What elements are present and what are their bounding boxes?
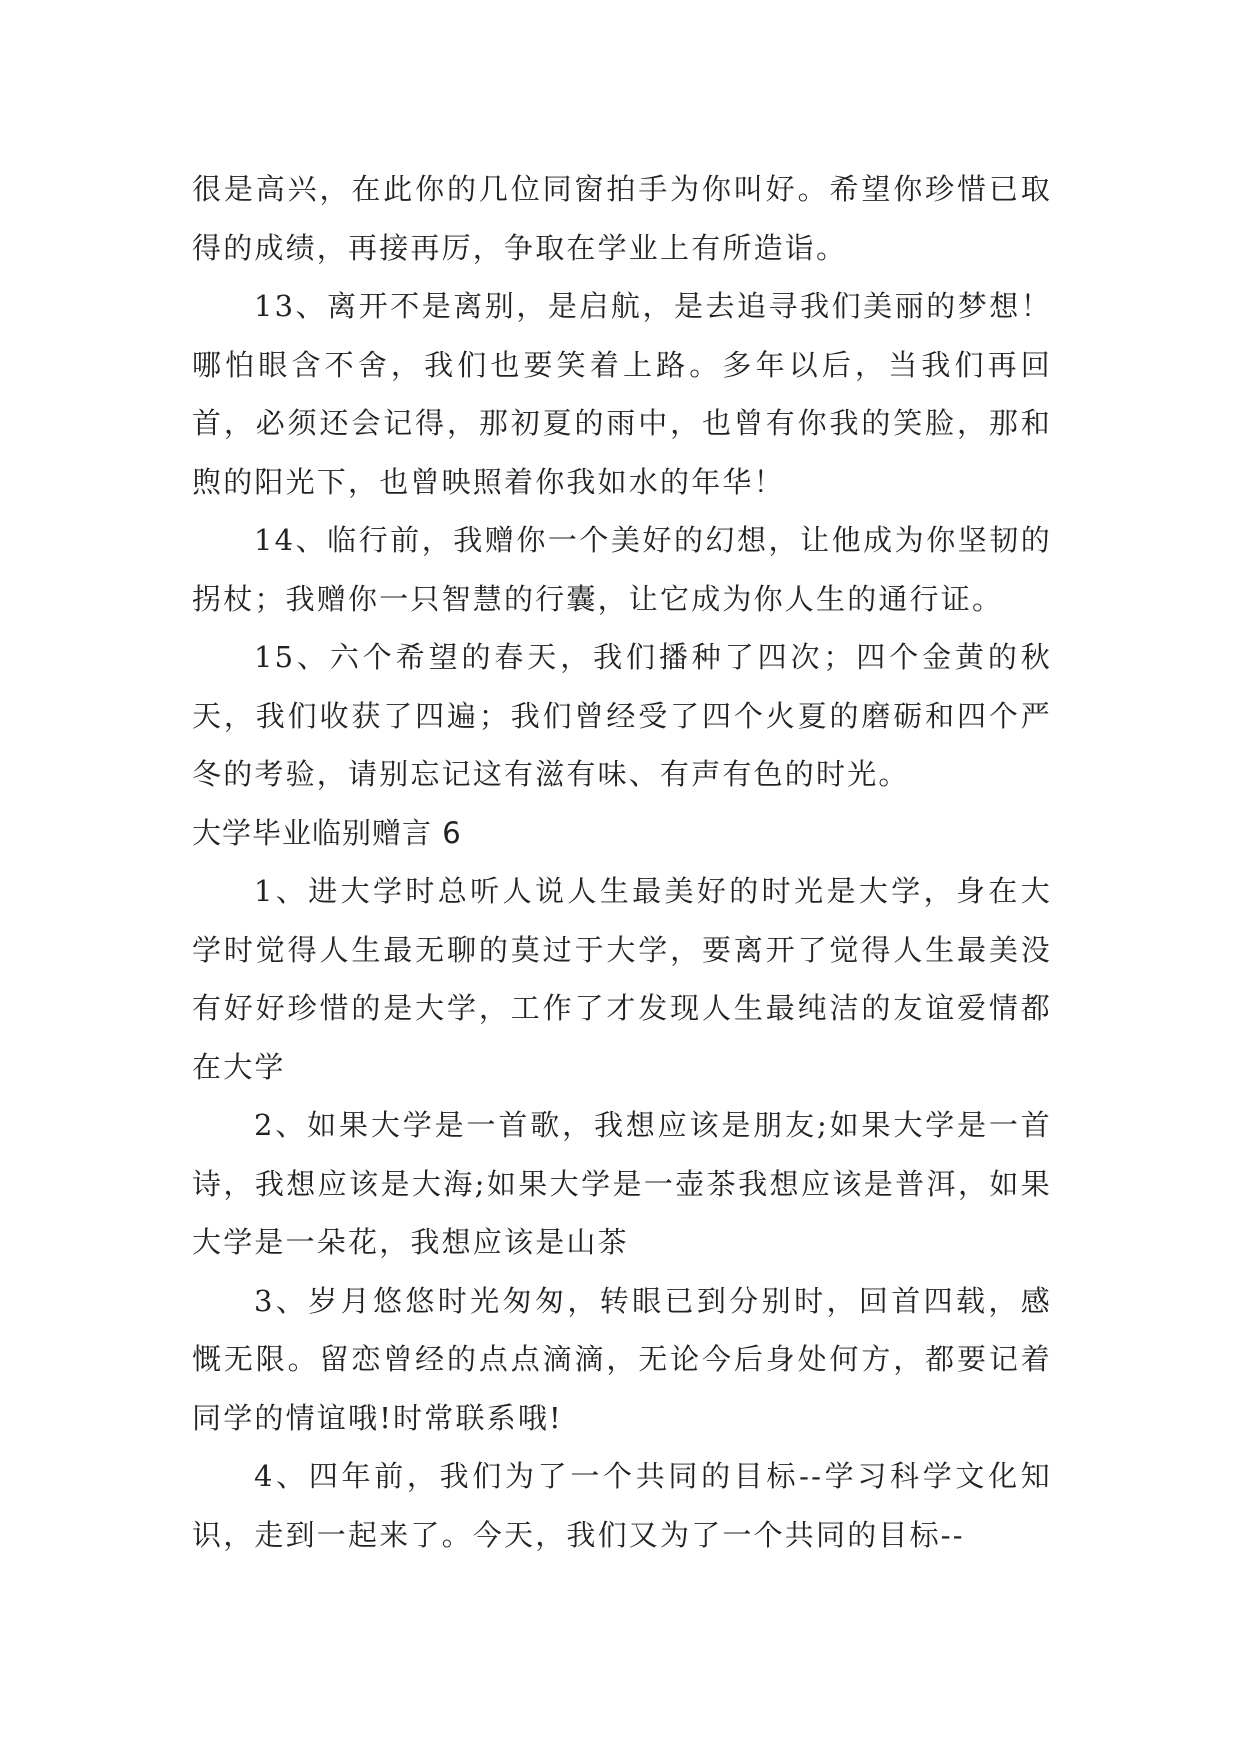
document-body [192, 160, 1052, 1564]
paragraph-2: 2、如果大学是一首歌，我想应该是朋友;如果大学是一首诗，我想应该是大海;如果大学是一壶茶我想应该是普洱，如果大学是一朵花，我想应该是山茶 [192, 1108, 1052, 1259]
paragraph-3: 3、岁月悠悠时光匆匆，转眼已到分别时，回首四载，感慨无限。留恋曾经的点点滴滴，无论今后身处何方，都要记着同学的情谊哦!时常联系哦! [192, 1283, 1052, 1435]
paragraph-13: 13、离开不是离别，是启航，是去追寻我们美丽的梦想！哪怕眼含不舍，我们也要笑着上路。多年以后，当我们再回首，必须还会记得，那初夏的雨中，也曾有你我的笑脸，那和煦的阳光下，也曾映照着你我如水的年华！ [192, 289, 1052, 499]
paragraph-15: 15、六个希望的春天，我们播种了四次；四个金黄的秋天，我们收获了四遍；我们曾经受了四个火夏的磨砺和四个严冬的考验，请别忘记这有滋有味、有声有色的时光。 [192, 640, 1052, 791]
paragraph-14: 14、临行前，我赠你一个美好的幻想，让他成为你坚韧的拐杖；我赠你一只智慧的行囊，让它成为你人生的通行证。 [192, 523, 1052, 616]
section-heading: 大学毕业临别赠言 6 [192, 815, 462, 850]
intro-paragraph: 很是高兴，在此你的几位同窗拍手为你叫好。希望你珍惜已取得的成绩，再接再厉，争取在学业上有所造诣。 [192, 172, 1052, 265]
paragraph-4: 4、四年前，我们为了一个共同的目标--学习科学文化知识，走到一起来了。今天，我们又为了一个共同的目标-- [192, 1459, 1052, 1552]
paragraph-1: 1、进大学时总听人说人生最美好的时光是大学，身在大学时觉得人生最无聊的莫过于大学，要离开了觉得人生最美没有好好珍惜的是大学，工作了才发现人生最纯洁的友谊爱情都在大学 [192, 874, 1052, 1084]
